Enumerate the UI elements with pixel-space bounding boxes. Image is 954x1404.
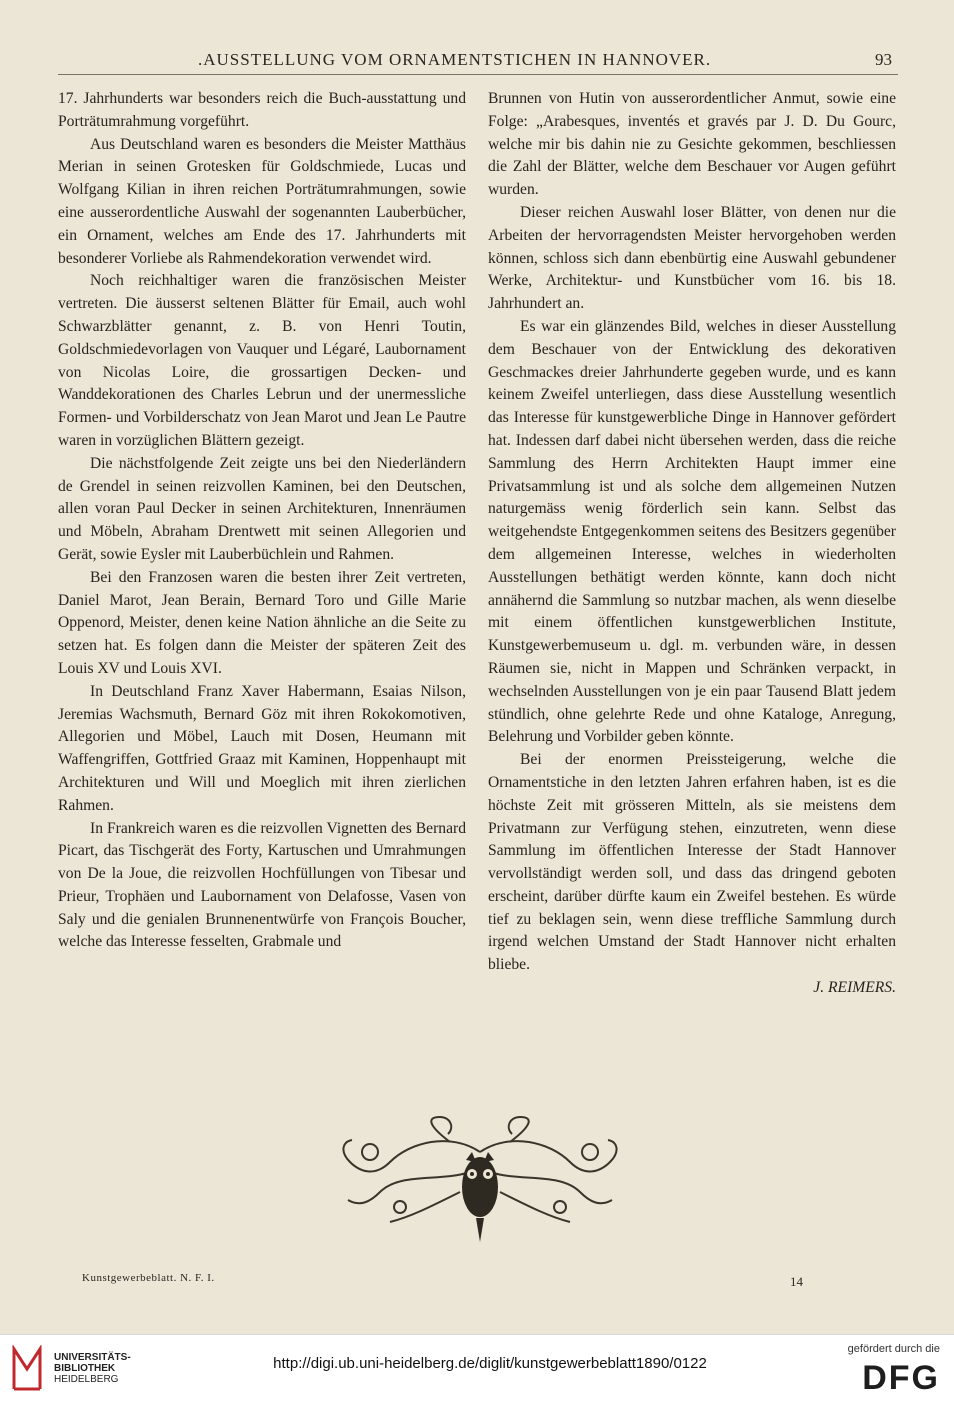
footer-journal: Kunstgewerbeblatt. N. F. I. bbox=[82, 1272, 215, 1284]
paragraph: Es war ein glänzendes Bild, welches in dieser Ausstellung dem Beschauer von der Entwicklung des dekorativen Geschmackes dreier Jahrhunderte gegeben wurde, und es kann keinem Zweifel unterliegen, dass diese Ausstellung wesentlich das Interesse für kunstgewerbliche Dinge in Hannover gefördert hat. Indessen darf dabei nicht übersehen werden, dass die reiche Sammlung des Herrn Architekten Haupt immer eine Privatsammlung ist und als solche dem allgemeinen Nutzen naturgemäss wenig förderlich sein kann. Selbst das weitgehendste Entgegenkommen seitens des Besitzers gegenüber dem allgemeinen Interesse, welches in wiederholten Ausstellungen bethätigt werden könnte, kann doch nicht annähernd die Sammlung so nutzbar machen, als wenn dieselbe mit einem öffentlichen kunstgewerblichen Institute, Kunstgewerbemuseum u. dgl. m. verbunden wäre, in dessen Räumen sie, nicht in Mappen und Schränken verpackt, in wechselnden Ausstellungen von je ein paar Tausend Blatt jedem stündlich, ohne gelehrte Rede und ohne Kataloge, Anregung, Belehrung und Vorbilder geben könnte. bbox=[488, 317, 896, 746]
library-line-1: UNIVERSITÄTS- bbox=[54, 1352, 131, 1363]
left-column bbox=[58, 88, 466, 954]
dfg-logo[interactable]: DFG bbox=[862, 1359, 940, 1397]
paragraph: Bei den Franzosen waren die besten ihrer Zeit vertreten, Daniel Marot, Jean Berain, Bernard Toro und Gille Marie Oppenord, Meister, denen keine Nation ähnliche an die Seite zu setzen hat. Es folgen dann die Meister der späteren Zeit des Louis XV und Louis XVI. bbox=[58, 568, 466, 677]
paragraph: Bei der enormen Preissteigerung, welche die Ornamentstiche in den letzten Jahren erfahren haben, ist es die höchste Zeit mit grösseren Mitteln, als sie meistens dem Privatmann zur Verfügung stehen, einzutreten, wenn diese Sammlung im öffentlichen Interesse der Stadt Hannover vervollständigt werden soll, und dass das dringend geboten erscheint, darüber dürfte kaum ein Zweifel bestehen. Es würde tief zu beklagen sein, wenn diese treffliche Sammlung durch irgend welchen Umstand der Stadt Hannover nicht erhalten bliebe. bbox=[488, 751, 896, 974]
footer-signature-number: 14 bbox=[790, 1274, 803, 1289]
permalink-url[interactable]: http://digi.ub.uni-heidelberg.de/diglit/kunstgewerbeblatt1890/0122 bbox=[273, 1355, 707, 1372]
page-number: 93 bbox=[875, 50, 892, 69]
paragraph: Brunnen von Hutin von ausserordentlicher Anmut, sowie eine Folge: „Arabesques, inventés et gravés par J. D. Du Gourc, welche mir bis dahin nie zu Gesichte gekommen, beschliessen die Zahl der Blätter, welche dem Beschauer vor Augen geführt wurden. bbox=[488, 90, 896, 199]
paragraph: In Deutschland Franz Xaver Habermann, Esaias Nilson, Jeremias Wachsmuth, Bernard Göz mit ihren Rokokomotiven, Allegorien und Möbel, Lauch mit Dosen, Heumann mit Waffengriffen, Gottfried Graaz mit Kaminen, Hoppenhaupt mit Architekturen und Will und Moeglich mit ihren zierlichen Rahmen. bbox=[58, 682, 466, 814]
university-library-logo-icon[interactable] bbox=[10, 1345, 44, 1393]
funding-note: gefördert durch die bbox=[847, 1343, 940, 1355]
library-line-2: BIBLIOTHEK bbox=[54, 1363, 116, 1374]
running-header bbox=[58, 48, 898, 75]
library-name[interactable] bbox=[54, 1352, 131, 1385]
paragraph: Noch reichhaltiger waren die französischen Meister vertreten. Die äusserst seltenen Blätter für Email, auch wohl Schwarzblätter genannt, z. B. von Henri Toutin, Goldschmiedevorlagen von Vauquer und Légaré, Laubornament von Nicolas Loire, die grossartigen Decken- und Wanddekorationen des Charles Lebrun und der unermessliche Formen- und Vorbilderschatz von Jean Marot und Jean Le Pautre waren in vorzüglichen Blättern gezeigt. bbox=[58, 272, 466, 449]
header-title: .AUSSTELLUNG VOM ORNAMENTSTICHEN IN HANNOVER. bbox=[198, 50, 712, 69]
author-signature: J. REIMERS. bbox=[813, 979, 896, 997]
paragraph: Die nächstfolgende Zeit zeigte uns bei den Niederländern de Grendel in seinen reizvollen Kaminen, bei den Deutschen, allen voran Paul Decker in seinen Architekturen, Innenräumen und Möbeln, Abraham Drentwett mit seinen Allegorien und Gerät, sowie Eysler mit Lauberbüchlein und Rahmen. bbox=[58, 454, 466, 563]
right-column bbox=[488, 88, 896, 1000]
paragraph: Aus Deutschland waren es besonders die Meister Matthäus Merian in seinen Grotesken für Goldschmiede, Lucas und Wolfgang Kilian in ihren reichen Porträtumrahmungen, sowie eine ausserordentliche Auswahl der sogenannten Lauberbücher, ein Ornament, welches am Ende des 17. Jahrhunderts mit besonderer Vorliebe als Rahmendekoration verwendet wird. bbox=[58, 135, 466, 267]
owl-ornament-vignette bbox=[330, 1112, 630, 1252]
viewer-bottom-bar bbox=[0, 1334, 954, 1404]
paragraph: Dieser reichen Auswahl loser Blätter, von denen nur die Arbeiten der hervorragendsten Meister hervorgehoben werden können, schloss sich dann ebenbürtig eine Auswahl gebundener Werke, Architektur- und Kunstbücher vom 16. bis 18. Jahrhundert an. bbox=[488, 203, 896, 313]
paragraph: In Frankreich waren es die reizvollen Vignetten des Bernard Picart, das Tischgerät des Forty, Kartuschen und Umrahmungen von De la Joue, die reizvollen Hochfüllungen von Tibesar und Prieur, Trophäen und Laubornament von Delafosse, Vasen von Saly und die genialen Brunnenentwürfe von François Boucher, welche das Interesse fesselten, Grabmale und bbox=[58, 819, 466, 951]
paragraph: 17. Jahrhunderts war besonders reich die Buch-ausstattung und Porträtumrahmung vorgeführt. bbox=[58, 90, 466, 130]
library-line-3: HEIDELBERG bbox=[54, 1374, 119, 1385]
